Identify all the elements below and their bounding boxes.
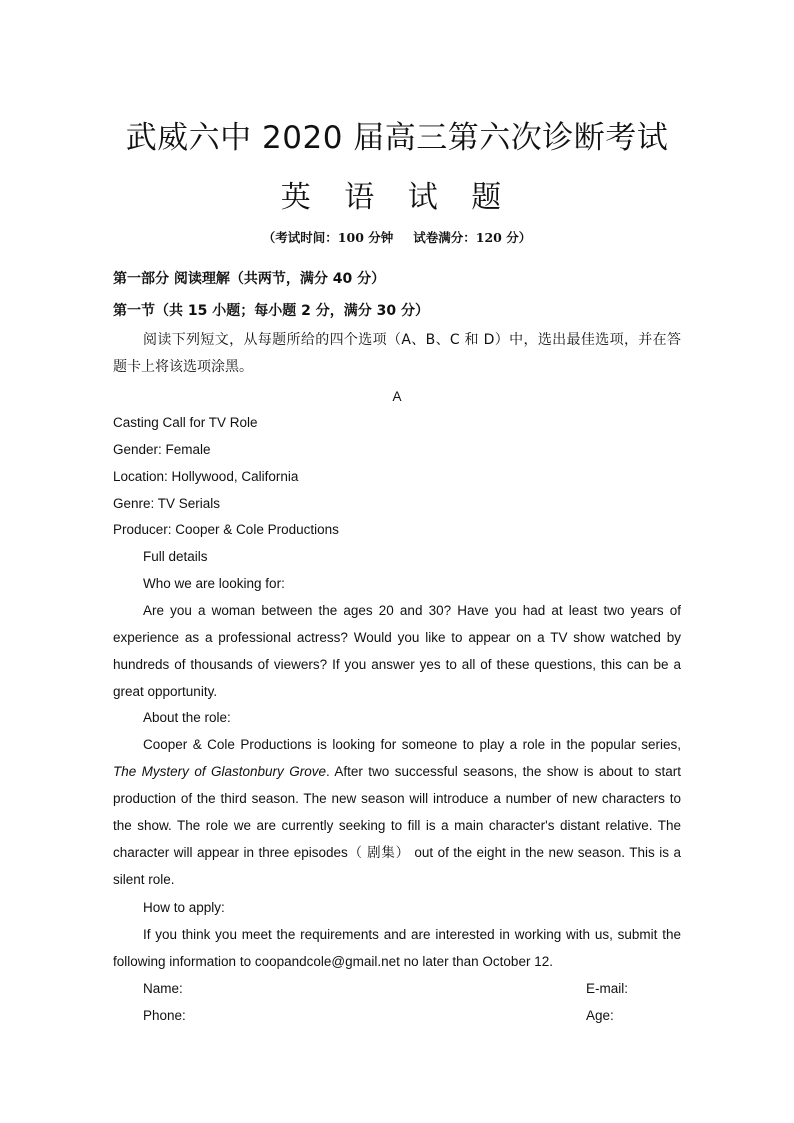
form-email-label: E-mail: bbox=[586, 981, 629, 996]
passage-letter: A bbox=[392, 389, 402, 404]
looking-for-heading: Who we are looking for: bbox=[143, 576, 285, 591]
about-text-end: . After two successful seasons, the show is about to start production of the third season. The new season will introduce a number of new characters to the show. The role we are currently seeking to fill is a main character's distant relative. The character will appear in three episodes（ 剧集） out of the eight in the new season. This is a silent role. bbox=[113, 764, 681, 887]
show-title: The Mystery of Glastonbury Grove bbox=[113, 764, 326, 779]
form-age-label: Age: bbox=[586, 1008, 614, 1023]
form-name-label: Name: bbox=[143, 981, 183, 996]
producer-line: Producer: Cooper & Cole Productions bbox=[113, 522, 339, 537]
exam-title: 武威六中 2020 届高三第六次诊断考试 bbox=[125, 120, 669, 156]
gender-line: Gender: Female bbox=[113, 442, 211, 457]
subject-title: 英 语 试 题 bbox=[280, 180, 514, 215]
apply-paragraph: If you think you meet the requirements and are interested in working with us, submit the following information to coopandcole@gmail.net no later than October 12. bbox=[113, 927, 681, 969]
form-phone-label: Phone: bbox=[143, 1008, 186, 1023]
location-line: Location: Hollywood, California bbox=[113, 469, 299, 484]
score-info: 试卷满分：120 分） bbox=[413, 230, 532, 245]
about-role-heading: About the role: bbox=[143, 710, 231, 725]
full-details-heading: Full details bbox=[143, 549, 208, 564]
genre-line: Genre: TV Serials bbox=[113, 496, 221, 511]
section-heading: 第一节（共 15 小题；每小题 2 分，满分 30 分） bbox=[113, 303, 429, 319]
time-info: （考试时间：100 分钟 bbox=[262, 230, 394, 245]
about-role-paragraph bbox=[113, 731, 681, 893]
passage-title: Casting Call for TV Role bbox=[113, 415, 258, 430]
exam-info bbox=[0, 228, 794, 246]
part-heading: 第一部分 阅读理解（共两节，满分 40 分） bbox=[113, 271, 386, 287]
about-text-start: Cooper & Cole Productions is looking for someone to play a role in the popular series, bbox=[143, 737, 681, 752]
instructions: 阅读下列短文，从每题所给的四个选项（A、B、C 和 D）中，选出最佳选项，并在答题卡上将该选项涂黑。 bbox=[113, 332, 681, 375]
how-to-apply-heading: How to apply: bbox=[143, 900, 225, 915]
looking-for-paragraph: Are you a woman between the ages 20 and 30? Have you had at least two years of experience as a professional actress? Would you like to appear on a TV show watched by hundreds of thousands of viewers? If you answer yes to all of these questions, this can be a great opportunity. bbox=[113, 603, 681, 699]
